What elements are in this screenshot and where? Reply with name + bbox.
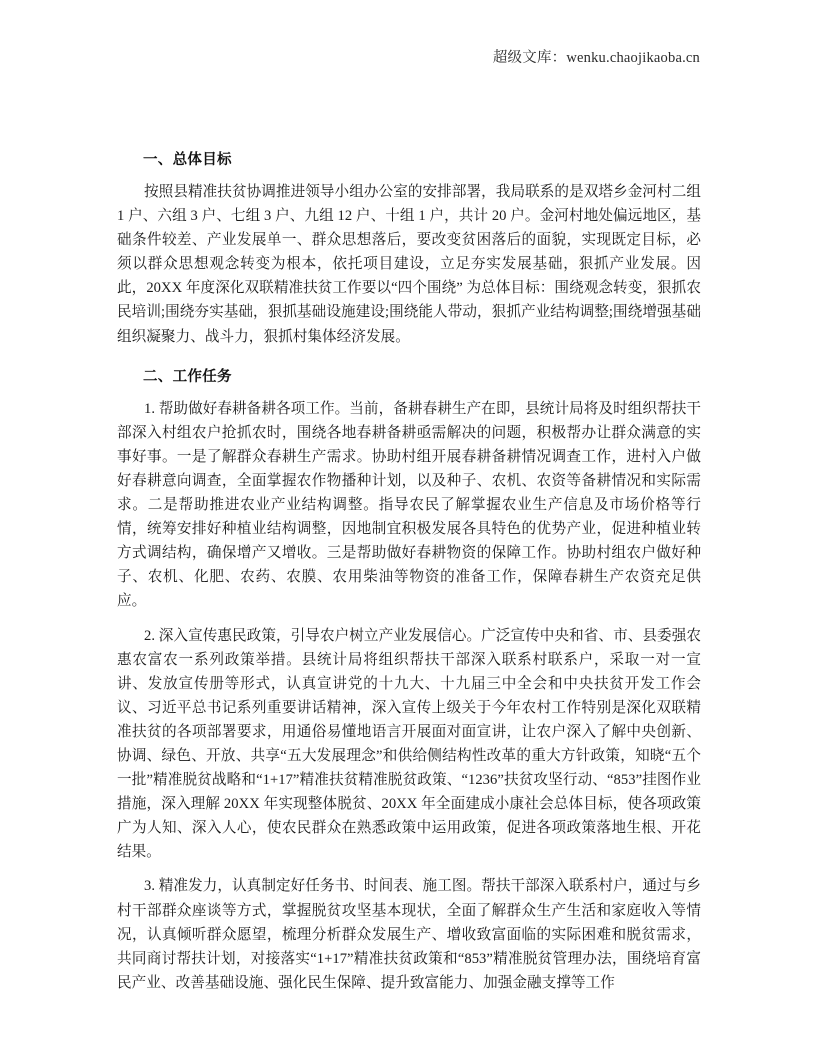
site-watermark-header: 超级文库：wenku.chaojikaoba.cn [492,50,700,66]
document-body [117,148,701,995]
section-heading-work-tasks: 二、工作任务 [143,368,232,385]
paragraph-task-3: 3. 精准发力，认真制定好任务书、时间表、施工图。帮扶干部深入联系村户，通过与乡村干部群众座谈等方式，掌握脱贫攻坚基本现状，全面了解群众生产生活和家庭收入等情况，认真倾听群众愿望，梳理分析群众发展生产、增收致富面临的实际困难和脱贫需求，共同商讨帮扶计划，对接落实“1+17”精准扶贫政策和“853”精准脱贫管理办法，围绕培育富民产业、改善基础设施、强化民生保障、提升致富能力、加强金融支撑等工作 [117,878,701,991]
paragraph-task-1: 1. 帮助做好春耕备耕各项工作。当前，备耕春耕生产在即，县统计局将及时组织帮扶干部深入村组农户抢抓农时，围绕各地春耕备耕亟需解决的问题，积极帮办让群众满意的实事好事。一是了解群众春耕生产需求。协助村组开展春耕备耕情况调查工作，进村入户做好春耕意向调查，全面掌握农作物播种计划，以及种子、农机、农资等备耕情况和实际需求。二是帮助推进农业产业结构调整。指导农民了解掌握农业生产信息及市场价格等行情，统筹安排好种植业结构调整，因地制宜积极发展各具特色的优势产业，促进种植业转方式调结构，确保增产又增收。三是帮助做好春耕物资的保障工作。协助村组农户做好种子、农机、化肥、农药、农膜、农用柴油等物资的准备工作，保障春耕生产农资充足供应。 [117,400,701,610]
section-heading-overall-goals: 一、总体目标 [143,152,232,168]
paragraph-task-2: 2. 深入宣传惠民政策，引导农户树立产业发展信心。广泛宣传中央和省、市、县委强农惠农富农一系列政策举措。县统计局将组织帮扶干部深入联系村联系户，采取一对一宣讲、发放宣传册等形式，认真宣讲党的十九大、十九届三中全会和中央扶贫开发工作会议、习近平总书记系列重要讲话精神，深入宣传上级关于今年农村工作特别是深化双联精准扶贫的各项部署要求，用通俗易懂地语言开展面对面宣讲，让农户深入了解中央创新、协调、绿色、开放、共享“五大发展理念”和供给侧结构性改革的重大方针政策，知晓“五个一批”精准脱贫战略和“1+17”精准扶贫精准脱贫政策、“1236”扶贫攻坚行动、“853”挂图作业措施，深入理解 20XX 年实现整体脱贫、20XX 年全面建成小康社会总体目标，使各项政策广为人知、深入人心，使农民群众在熟悉政策中运用政策，促进各项政策落地生根、开花结果。 [117,627,701,861]
paragraph-overall-goals-1: 按照县精准扶贫协调推进领导小组办公室的安排部署，我局联系的是双塔乡金河村二组 1 户、六组 3 户、七组 3 户、九组 12 户、十组 1 户，共计 20 户。金河村地处偏远地区，基础条件较差、产业发展单一、群众思想落后，要改变贫困落后的面貌，实现既定目标，必须以群众思想观念转变为根本，依托项目建设，立足夯实发展基础，狠抓产业发展。因此，20XX 年度深化双联精准扶贫工作要以“四个围绕” 为总体目标：围绕观念转变，狠抓农民培训;围绕夯实基础，狠抓基础设施建设;围绕能人带动，狠抓产业结构调整;围绕增强基础组织凝聚力、战斗力，狠抓村集体经济发展。 [117,184,701,345]
